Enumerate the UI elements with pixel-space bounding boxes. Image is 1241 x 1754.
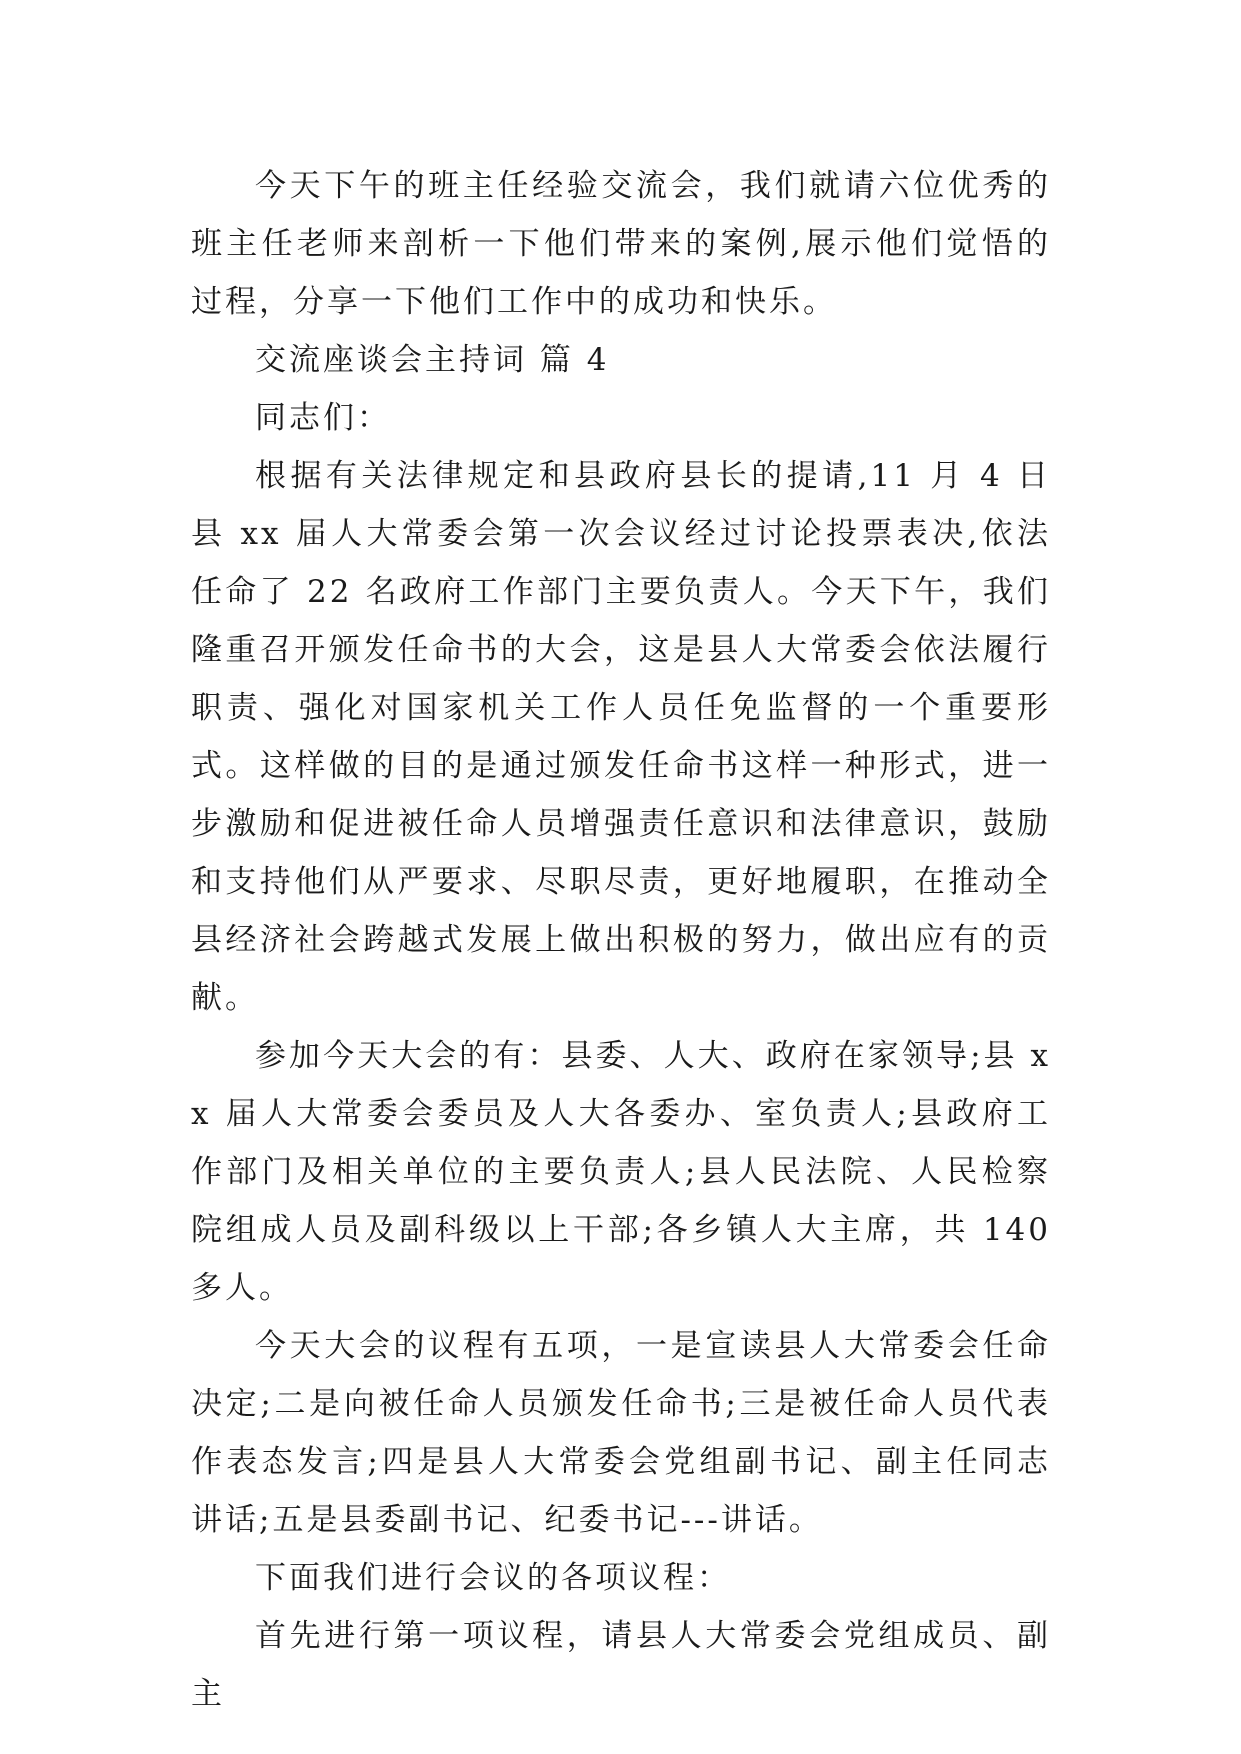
salutation: 同志们： [255,400,391,436]
paragraph-first-item: 首先进行第一项议程，请县人大常委会党组成员、副主 [191,1618,1051,1712]
paragraph-attendees: 参加今天大会的有：县委、人大、政府在家领导;县 xx 届人大常委会委员及人大各委办、室负责人;县政府工作部门及相关单位的主要负责人;县人民法院、人民检察院组成人员及副科级以上干部;各乡镇人大主席，共 140 多人。 [191,1038,1051,1306]
section-heading: 交流座谈会主持词 篇 4 [255,342,610,378]
paragraph-appointment: 根据有关法律规定和县政府县长的提请,11 月 4 日县 xx 届人大常委会第一次会议经过讨论投票表决,依法任命了 22 名政府工作部门主要负责人。今天下午，我们隆重召开颁发任命书的大会，这是县人大常委会依法履行职责、强化对国家机关工作人员任免监督的一个重要形式。这样做的目的是通过颁发任命书这样一种形式，进一步激励和促进被任命人员增强责任意识和法律意识，鼓励和支持他们从严要求、尽职尽责，更好地履职，在推动全县经济社会跨越式发展上做出积极的努力，做出应有的贡献。 [191,458,1051,1016]
paragraph-intro-exchange-meeting: 今天下午的班主任经验交流会，我们就请六位优秀的班主任老师来剖析一下他们带来的案例,展示他们觉悟的过程，分享一下他们工作中的成功和快乐。 [191,168,1051,320]
paragraph-proceed: 下面我们进行会议的各项议程： [255,1560,731,1596]
document-body [191,157,1051,1723]
paragraph-agenda: 今天大会的议程有五项，一是宣读县人大常委会任命决定;二是向被任命人员颁发任命书;三是被任命人员代表作表态发言;四是县人大常委会党组副书记、副主任同志讲话;五是县委副书记、纪委书记---讲话。 [191,1328,1051,1538]
